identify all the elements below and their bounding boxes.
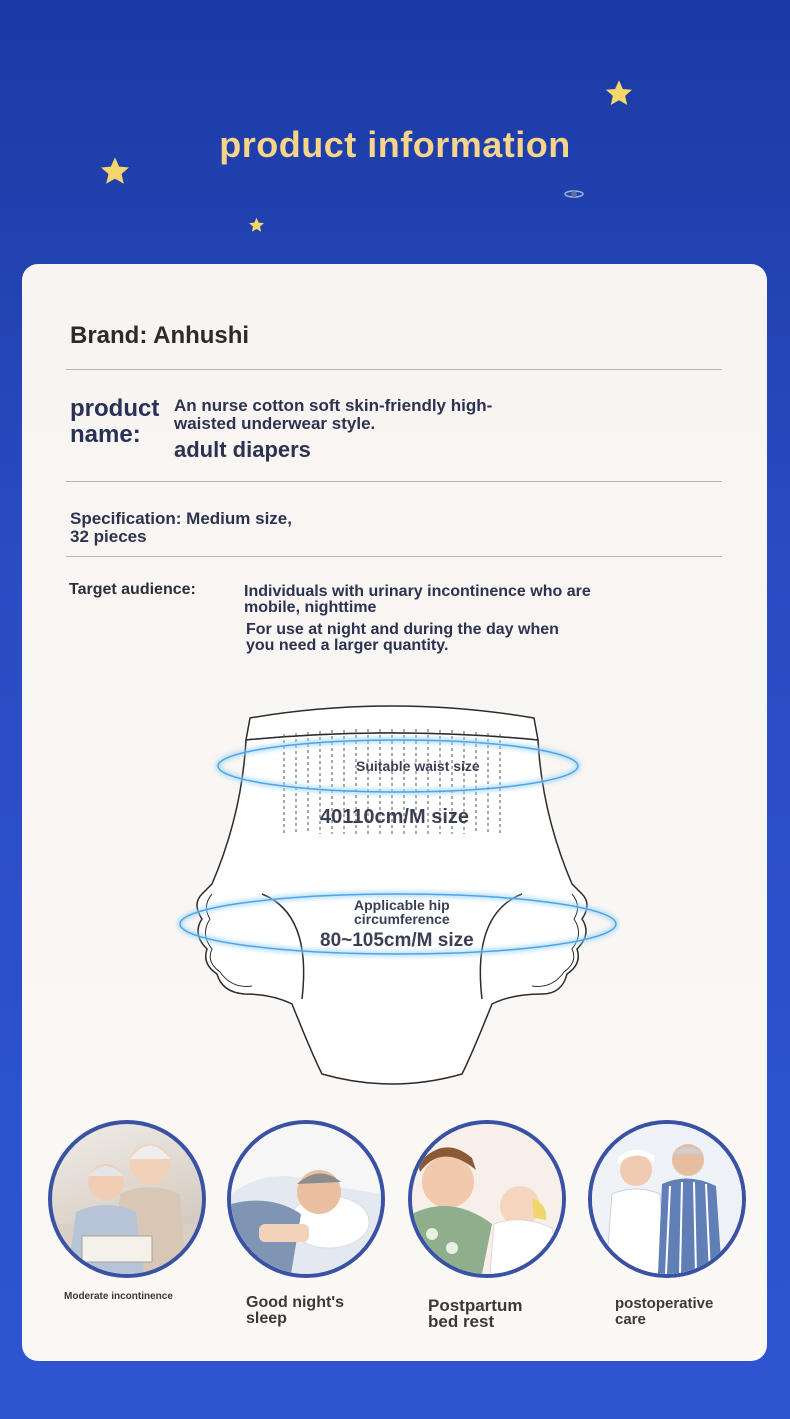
star-icon xyxy=(99,156,131,188)
hip-label: Applicable hip circumference xyxy=(354,897,450,927)
elderly-couple-icon xyxy=(52,1124,202,1274)
scenario-photo-4 xyxy=(588,1120,746,1278)
star-icon xyxy=(248,217,265,234)
target-audience-line-2: For use at night and during the day when you need a larger quantity. xyxy=(246,621,559,654)
divider xyxy=(66,481,722,482)
caregiver-icon xyxy=(592,1124,742,1274)
product-name-value: adult diapers xyxy=(174,437,311,462)
specification-text: Specification: Medium size, 32 pieces xyxy=(70,509,292,546)
hip-value: 80~105cm/M size xyxy=(320,930,474,951)
size-diagram xyxy=(172,694,632,1099)
target-audience-label: Target audience: xyxy=(69,581,196,598)
divider xyxy=(66,556,722,557)
brand-text: Brand: Anhushi xyxy=(70,322,250,349)
scenario-caption-3: Postpartum bed rest xyxy=(428,1296,523,1331)
scenario-photo-1 xyxy=(48,1120,206,1278)
target-audience-line-1: Individuals with urinary incontinence who are mobile, nighttime xyxy=(244,583,591,616)
star-icon xyxy=(603,79,635,109)
planet-icon xyxy=(564,188,584,200)
scenario-caption-4: postoperative care xyxy=(615,1295,714,1328)
product-name-label: product name: xyxy=(70,395,160,448)
scenario-caption-1: Moderate incontinence xyxy=(64,1291,173,1302)
product-name-description: An nurse cotton soft skin-friendly high-waisted underwear style. xyxy=(174,396,493,433)
waist-label: Suitable waist size xyxy=(356,758,480,774)
info-card xyxy=(22,264,767,1361)
sleeping-man-icon xyxy=(231,1124,381,1274)
mother-baby-icon xyxy=(412,1124,562,1274)
scenario-caption-2: Good night's sleep xyxy=(246,1294,345,1327)
page-title: product information xyxy=(219,124,571,165)
scenario-photo-2 xyxy=(227,1120,385,1278)
divider xyxy=(66,369,722,370)
scenario-photo-3 xyxy=(408,1120,566,1278)
diaper-illustration xyxy=(172,694,632,1094)
waist-value: 40110cm/M size xyxy=(320,806,469,828)
